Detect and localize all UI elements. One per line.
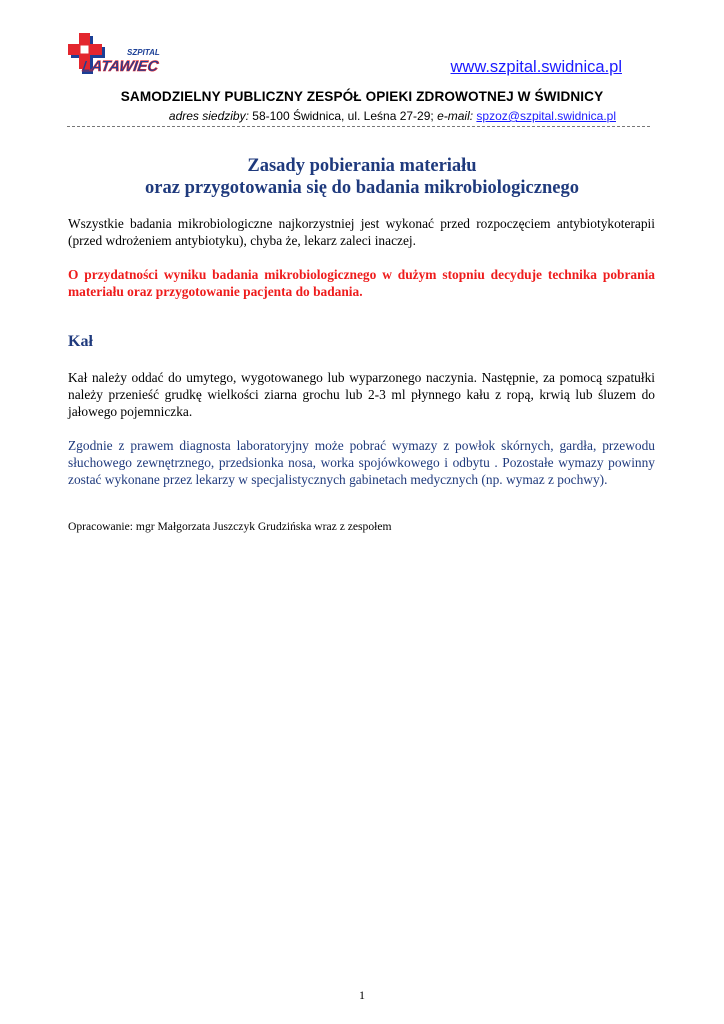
author-credit: Opracowanie: mgr Małgorzata Juszczyk Grudzińska wraz z zespołem	[68, 520, 392, 533]
address-line	[169, 109, 616, 123]
title-line-2: oraz przygotowania się do badania mikrobiologicznego	[145, 178, 579, 198]
intro-paragraph: Wszystkie badania mikrobiologiczne najkorzystniej jest wykonać przed rozpoczęciem antybiotykoterapii (przed wdrożeniem antybiotyku), chyba że, lekarz zaleci inaczej.	[68, 216, 655, 248]
hospital-logo	[67, 33, 172, 81]
section-title: Kał	[68, 333, 93, 350]
address-label: adres siedziby:	[168, 109, 249, 123]
email-label: e-mail:	[437, 109, 474, 123]
page-number: 1	[359, 988, 365, 1002]
email-link[interactable]: spzoz@szpital.swidnica.pl	[476, 109, 616, 123]
address-value: 58-100 Świdnica, ul. Leśna 27-29;	[248, 109, 438, 123]
svg-text:LATAWIEC: LATAWIEC	[81, 58, 160, 75]
website-link[interactable]: www.szpital.swidnica.pl	[450, 58, 622, 76]
header-divider	[67, 126, 650, 127]
organization-name: SAMODZIELNY PUBLICZNY ZESPÓŁ OPIEKI ZDROWOTNEJ W ŚWIDNICY	[120, 89, 604, 104]
title-line-1: Zasady pobierania materiału	[247, 156, 477, 176]
section-body: Kał należy oddać do umytego, wygotowanego lub wyparzonego naczynia. Następnie, za pomocą szpatułki należy przenieść grudkę wielkości ziarna grochu lub 2-3 ml płynnego kału z ropą, krwią lub śluzem do jałowego pojemniczka.	[68, 370, 655, 419]
document-title	[0, 155, 724, 199]
svg-text:SZPITAL: SZPITAL	[127, 48, 160, 57]
warning-paragraph: O przydatności wyniku badania mikrobiologicznego w dużym stopniu decyduje technika pobrania materiału oraz przygotowanie pacjenta do badania.	[68, 267, 655, 299]
legal-note: Zgodnie z prawem diagnosta laboratoryjny może pobrać wymazy z powłok skórnych, gardła, przewodu słuchowego zewnętrznego, przedsionka nosa, worka spojówkowego i odbytu . Pozostałe wymazy powinny zostać wykonane przez lekarzy w specjalistycznych gabinetach medycznych (np. wymaz z pochwy).	[68, 438, 655, 487]
